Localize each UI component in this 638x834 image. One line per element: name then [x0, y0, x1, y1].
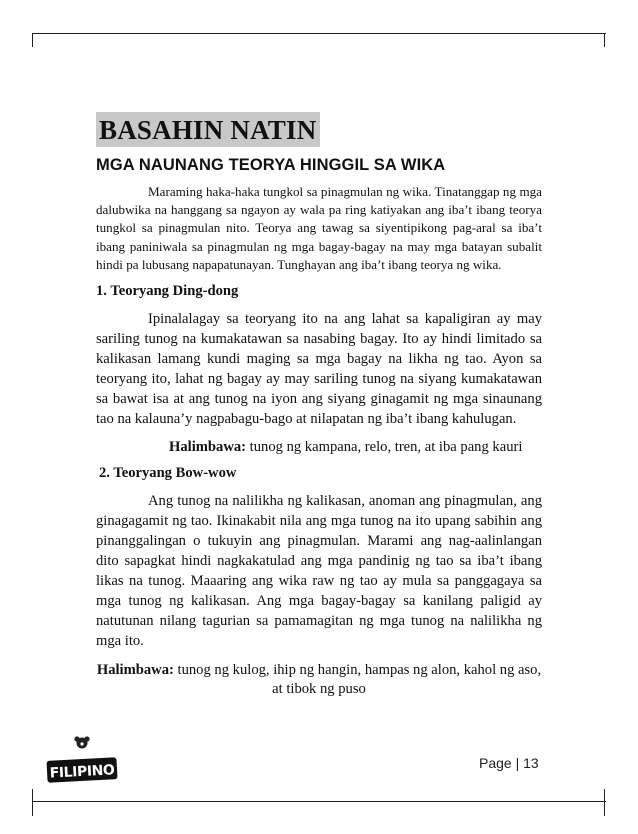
example-text: tunog ng kampana, relo, tren, at iba pang kauri: [246, 439, 523, 456]
example-ding-dong: [96, 439, 542, 456]
right-border-bottom: [604, 789, 605, 816]
logo-emblem-icon: [74, 736, 89, 748]
example-bow-wow: [96, 661, 542, 699]
example-label: Halimbawa:: [96, 661, 174, 678]
logo-text: FILIPINO: [49, 762, 115, 782]
right-border-top: [604, 33, 605, 47]
intro-paragraph: Maraming haka-haka tungkol sa pinagmulan ng wika. Tinatanggap ng mga dalubwika na hanggang sa ngayon ay wala pa ring katiyakan ang iba’t ibang teorya tungkol sa pinagmulan nito. Teorya ang tawag sa siyentipikong pag-aral sa iba’t ibang paniniwala sa pinagmulan ng mga bagay-bagay na may mga batayan subalit hindi pa lubusang napapatunayan. Tunghayan ang iba’t ibang teorya ng wika.: [96, 184, 542, 272]
page-number: Page | 13: [479, 755, 539, 771]
page-content: [96, 112, 542, 699]
filipino-logo: [46, 734, 118, 784]
theory-body-ding-dong: Ipinalalagay sa teoryang ito na ang lahat sa kapaligiran ay may sariling tunog na kumakatawan sa nasabing bagay. Ito ay hindi limitado sa kalikasan lamang kundi maging sa mga bagay na likha ng tao. Ayon sa teoryang ito, lahat ng bagay ay may sariling tunog na siyang kumakatawan sa bawat isa at ang tunog na iyon ang siyang ginagamit ng mga sinaunang tao na kalauna’y nagpabagu-bago at nilapatan ng iba’t ibang kahulugan.: [96, 311, 542, 427]
theory-heading-ding-dong: 1. Teoryang Ding-dong: [96, 283, 239, 300]
top-rule: [32, 33, 606, 34]
left-border-top: [32, 33, 33, 47]
page-title: BASAHIN NATIN: [96, 112, 320, 147]
left-border-bottom: [32, 789, 33, 816]
example-text: tunog ng kulog, ihip ng hangin, hampas ng alon, kahol ng aso, at tibok ng puso: [173, 661, 542, 697]
theory-body-bow-wow: Ang tunog na nalilikha ng kalikasan, anoman ang pinagmulan, ang ginagagamit ng tao. Ikinakabit nila ang mga tunog na ito upang sabihin ang pinanggalingan o tukuyin ang pinagmulan. Marami ang nag-aalinlangan dito sapagkat hindi nagkakatulad ang mga pandinig ng tao sa iba’t ibang likas na tunog. Maaaring ang wika raw ng tao ay mula sa panggagaya sa mga tunog ng kalikasan. Ang mga bagay-bagay sa kanilang paligid ay natutunan nilang tagurian sa pamamagitan ng mga tunog na nalilikha ng mga ito.: [96, 493, 542, 649]
section-subtitle: MGA NAUNANG TEORYA HINGGIL SA WIKA: [96, 156, 446, 174]
bottom-rule: [32, 801, 606, 802]
theory-heading-bow-wow: 2. Teoryang Bow-wow: [99, 465, 237, 482]
example-label: Halimbawa:: [169, 439, 247, 456]
